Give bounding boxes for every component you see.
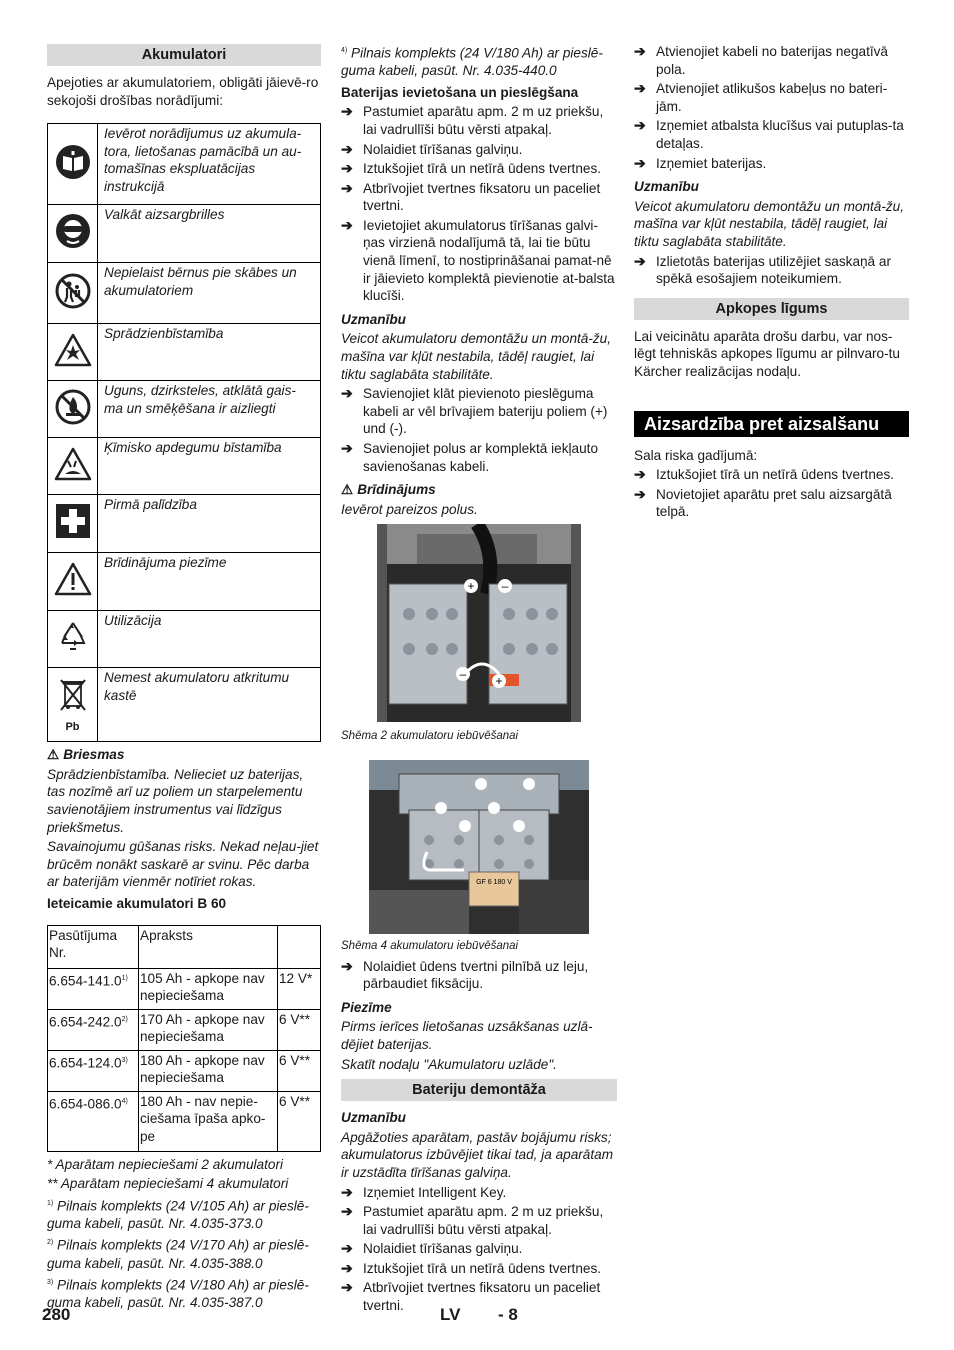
danger-heading: ⚠ Briesmas [47, 747, 125, 763]
arrow-icon: ➔ [341, 385, 353, 402]
arrow-icon: ➔ [341, 103, 353, 120]
footnote: $^{1)}$ Pilnais komplekts (24 V/105 Ah) ar pieslē-guma kabeli, pasūt. Nr. 4.035-373.0 [47, 1198, 309, 1231]
symbol-text: Brīdinājuma piezīme [98, 553, 321, 611]
battery-illustration-4 [369, 760, 589, 934]
arrow-icon: ➔ [634, 154, 646, 171]
first-aid-icon [55, 503, 91, 539]
arrow-icon: ➔ [341, 1183, 353, 1200]
caution-text: Apgāžoties aparātam, pastāv bojājumu risks; akumulatorus izbūvējiet tikai tad, ja aparātam ir uzstādīta tīrīšanas galviņa. [341, 1129, 614, 1180]
table-row: 6.654-124.0$^{3)}$ 180 Ah - apkope nav nepieciešama 6 V** [48, 1050, 321, 1091]
list-item: ➔ Izņemiet baterijas. [634, 154, 767, 171]
arrow-icon: ➔ [341, 179, 353, 196]
arrow-icon: ➔ [634, 485, 646, 502]
table-row: 6.654-242.0$^{2)}$ 170 Ah - apkope nav nepieciešama 6 V** [48, 1009, 321, 1050]
figure-caption: Shēma 2 akumulatoru iebūvēšanai [341, 730, 519, 743]
footnote: $^{4)}$ Pilnais komplekts (24 V/180 Ah) ar pieslē-guma kabeli, pasūt. Nr. 4.035-440.0 [341, 45, 603, 79]
caution-heading: Uzmanību [634, 179, 699, 195]
intro-text: Apejoties ar akumulatoriem, obligāti jāievē-ro sekojoši drošības norādījumi: [47, 75, 319, 108]
frost-intro: Sala riska gadījumā: [634, 447, 758, 463]
arrow-icon: ➔ [634, 80, 646, 97]
explosion-icon [54, 333, 92, 367]
service-text: Lai veicinātu aparāta drošu darbu, var nos-lēgt tehniskās apkopes līgumu ar pilnvaro-tu Kärcher realizācijas nodaļu. [634, 328, 900, 379]
danger-text: Sprādzienbīstamība. Nelieciet uz baterijas, tas nozīmē arī uz poliem un starpelementu savienotājiem instrumentus vai līdzīgus priekšmetus. [47, 766, 304, 835]
list-item: ➔ Atbrīvojiet tvertnes fiksatoru un paceliet tvertni. [341, 1279, 601, 1314]
list-item: ➔ Pastumiet aparātu apm. 2 m uz priekšu, lai vadrullīši būtu vērsti atpakaļ. [341, 103, 604, 137]
warning-icon: ⚠ [341, 482, 354, 498]
no-bin-icon [55, 676, 91, 718]
list-item: ➔ Ievietojiet akumulatorus tīrīšanas galvi-ņas virzienā nodalījumā tā, lai tie būtu vienā līmenī, to nostiprināšanai pamat-nē ir jāievieto komplektā pievienotie at-balsta klucīši. [341, 216, 615, 304]
pb-label: Pb [65, 721, 80, 734]
symbol-text: Ķīmisko apdegumu bīstamība [98, 438, 321, 495]
table-header: Pasūtījuma Nr. [48, 925, 139, 968]
caution-heading: Uzmanību [341, 311, 406, 327]
note-heading: Piezīme [341, 999, 392, 1015]
arrow-icon: ➔ [341, 140, 353, 157]
symbol-text: Nepielaist bērnus pie skābes un akumulatoriem [98, 263, 321, 324]
page-number: 280 [42, 1305, 71, 1324]
svg-text:+: + [495, 674, 503, 689]
section-title-service: Apkopes līgums [634, 298, 909, 320]
list-item: ➔ Atvienojiet atlikušos kabeļus no bateri-jām. [634, 80, 888, 114]
battery-table [47, 925, 321, 1152]
symbol-text: Utilizācija [98, 611, 321, 668]
battery-photo-2 [377, 524, 581, 722]
manual-icon [55, 144, 91, 180]
warning-text: Ievērot pareizos polus. [341, 501, 478, 517]
language-code: LV [440, 1305, 461, 1324]
goggles-icon [55, 213, 91, 249]
footnote: $^{3)}$ Pilnais komplekts (24 V/180 Ah) ar pieslē-guma kabeli, pasūt. Nr. 4.035-387.0 [47, 1277, 309, 1311]
battery-photo-4 [369, 760, 589, 934]
note: ** Aparātam nepieciešami 4 akumulatori [47, 1176, 289, 1192]
no-children-icon [55, 273, 91, 309]
list-item: ➔ Nolaidiet ūdens tvertni pilnībā uz leju, pārbaudiet fiksāciju. [341, 957, 589, 992]
no-fire-icon [55, 389, 91, 425]
list-item: ➔ Nolaidiet tīrīšanas galviņu. [341, 140, 523, 157]
list-item: ➔ Savienojiet polus ar komplektā iekļauto savienošanas kabeli. [341, 440, 599, 474]
caution-text: Veicot akumulatoru demontāžu un montā-žu, mašīna var kļūt nestabila, tādēļ raugiet, lai tiktu saglabāta stabilitāte. [341, 331, 612, 382]
symbol-text: Sprādzienbīstamība [98, 324, 321, 381]
arrow-icon: ➔ [634, 466, 646, 483]
column-2 [341, 42, 617, 1317]
warning-icon [54, 562, 92, 596]
note-text: Skatīt nodaļu "Akumulatoru uzlāde". [341, 1056, 557, 1072]
local-page-number: - 8 [498, 1305, 518, 1324]
safety-symbols-table [47, 123, 321, 742]
arrow-icon: ➔ [634, 43, 646, 59]
list-item: ➔ Iztukšojiet tīrā un netīrā ūdens tvertnes. [634, 466, 895, 483]
table-row: 6.654-141.0$^{1)}$ 105 Ah - apkope nav nepieciešama 12 V* [48, 968, 321, 1009]
section-title-akumulatori: Akumulatori [47, 44, 321, 66]
caution-heading: Uzmanību [341, 1110, 406, 1126]
list-item: ➔ Iztukšojiet tīrā un netīrā ūdens tvertnes. [341, 160, 602, 177]
section-title-removal: Bateriju demontāža [341, 1079, 617, 1101]
figure-caption: Shēma 4 akumulatoru iebūvēšanai [341, 939, 519, 952]
svg-text:+: + [467, 579, 475, 594]
photo-label: GF 6 180 V [476, 878, 512, 886]
list-item: ➔ Iztukšojiet tīrā un netīrā ūdens tvertnes. [341, 1259, 602, 1276]
symbol-text: Ievērot norādījumus uz akumula-tora, lietošanas pamācībā un au-tomašīnas ekspluatācijas instrukcijā [98, 124, 321, 205]
arrow-icon: ➔ [341, 1279, 353, 1296]
footnote: $^{2)}$ Pilnais komplekts (24 V/170 Ah) ar pieslē-guma kabeli, pasūt. Nr. 4.035-388.0 [47, 1237, 309, 1271]
svg-text:–: – [459, 667, 467, 682]
caution-text: Veicot akumulatoru demontāžu un montā-žu, mašīna var kļūt nestabila, tādēļ raugiet, lai tiktu saglabāta stabilitāte. [634, 198, 905, 249]
column-1 [47, 42, 321, 1314]
arrow-icon: ➔ [634, 252, 646, 269]
note: * Aparātam nepieciešami 2 akumulatori [47, 1156, 283, 1172]
warning-icon: ⚠ [47, 747, 60, 763]
arrow-icon: ➔ [341, 160, 353, 177]
battery-title: Ieteicamie akumulatori B 60 [47, 895, 227, 911]
section-title-frost: Aizsardzība pret aizsalšanu [634, 411, 909, 437]
install-title: Baterijas ievietošana un pieslēgšana [341, 84, 579, 100]
list-item: ➔ Atbrīvojiet tvertnes fiksatoru un paceliet tvertni. [341, 179, 601, 214]
symbol-text: Valkāt aizsargbrilles [98, 205, 321, 263]
battery-illustration-2 [377, 524, 581, 722]
svg-text:–: – [501, 579, 509, 594]
note-text: Pirms ierīces lietošanas uzsākšanas uzlā-dējiet baterijas. [341, 1019, 593, 1052]
table-row: 6.654-086.0$^{4)}$ 180 Ah - nav nepie-ciešama īpaša apko-pe 6 V** [48, 1091, 321, 1151]
warning-heading: ⚠ Brīdinājums [341, 482, 436, 498]
list-item: ➔ Savienojiet klāt pievienoto pieslēguma kabeli ar vēl brīvajiem bateriju poliem (+) und (-). [341, 385, 608, 437]
list-item: ➔ Izlietotās baterijas utilizējiet saskaņā ar spēkā esošajiem noteikumiem. [634, 252, 891, 287]
acid-burn-icon [54, 447, 92, 481]
symbol-text: Pirmā palīdzība [98, 495, 321, 553]
arrow-icon: ➔ [341, 957, 353, 974]
arrow-icon: ➔ [341, 440, 353, 456]
symbol-text: Uguns, dzirksteles, atklātā gais-ma un smēķēšana ir aizliegti [98, 381, 321, 438]
arrow-icon: ➔ [341, 1203, 353, 1220]
arrow-icon: ➔ [341, 1240, 353, 1257]
list-item: ➔ Izņemiet Intelligent Key. [341, 1183, 507, 1200]
table-header [278, 925, 321, 968]
list-item: ➔ Nolaidiet tīrīšanas galviņu. [341, 1240, 523, 1257]
list-item: ➔ Izņemiet atbalsta klucīšus vai putuplas-ta detaļas. [634, 117, 904, 151]
page-footer [0, 1306, 954, 1330]
arrow-icon: ➔ [634, 117, 646, 134]
list-item: ➔ Novietojiet aparātu pret salu aizsargātā telpā. [634, 485, 892, 520]
table-header: Apraksts [139, 925, 278, 968]
recycle-icon [54, 619, 92, 655]
arrow-icon: ➔ [341, 1259, 353, 1276]
list-item: ➔ Pastumiet aparātu apm. 2 m uz priekšu, lai vadrullīši būtu vērsti atpakaļ. [341, 1203, 604, 1237]
column-3 [634, 42, 909, 523]
arrow-icon: ➔ [341, 216, 353, 233]
list-item: ➔ Atvienojiet kabeli no baterijas negatīvā pola. [634, 43, 888, 77]
symbol-text: Nemest akumulatoru atkritumu kastē [98, 668, 321, 742]
danger-text: Savainojumu gūšanas risks. Nekad neļau-jiet brūcēm nonākt saskarē ar svinu. Pēc darba ar baterijām vienmēr notīriet rokas. [47, 839, 319, 890]
